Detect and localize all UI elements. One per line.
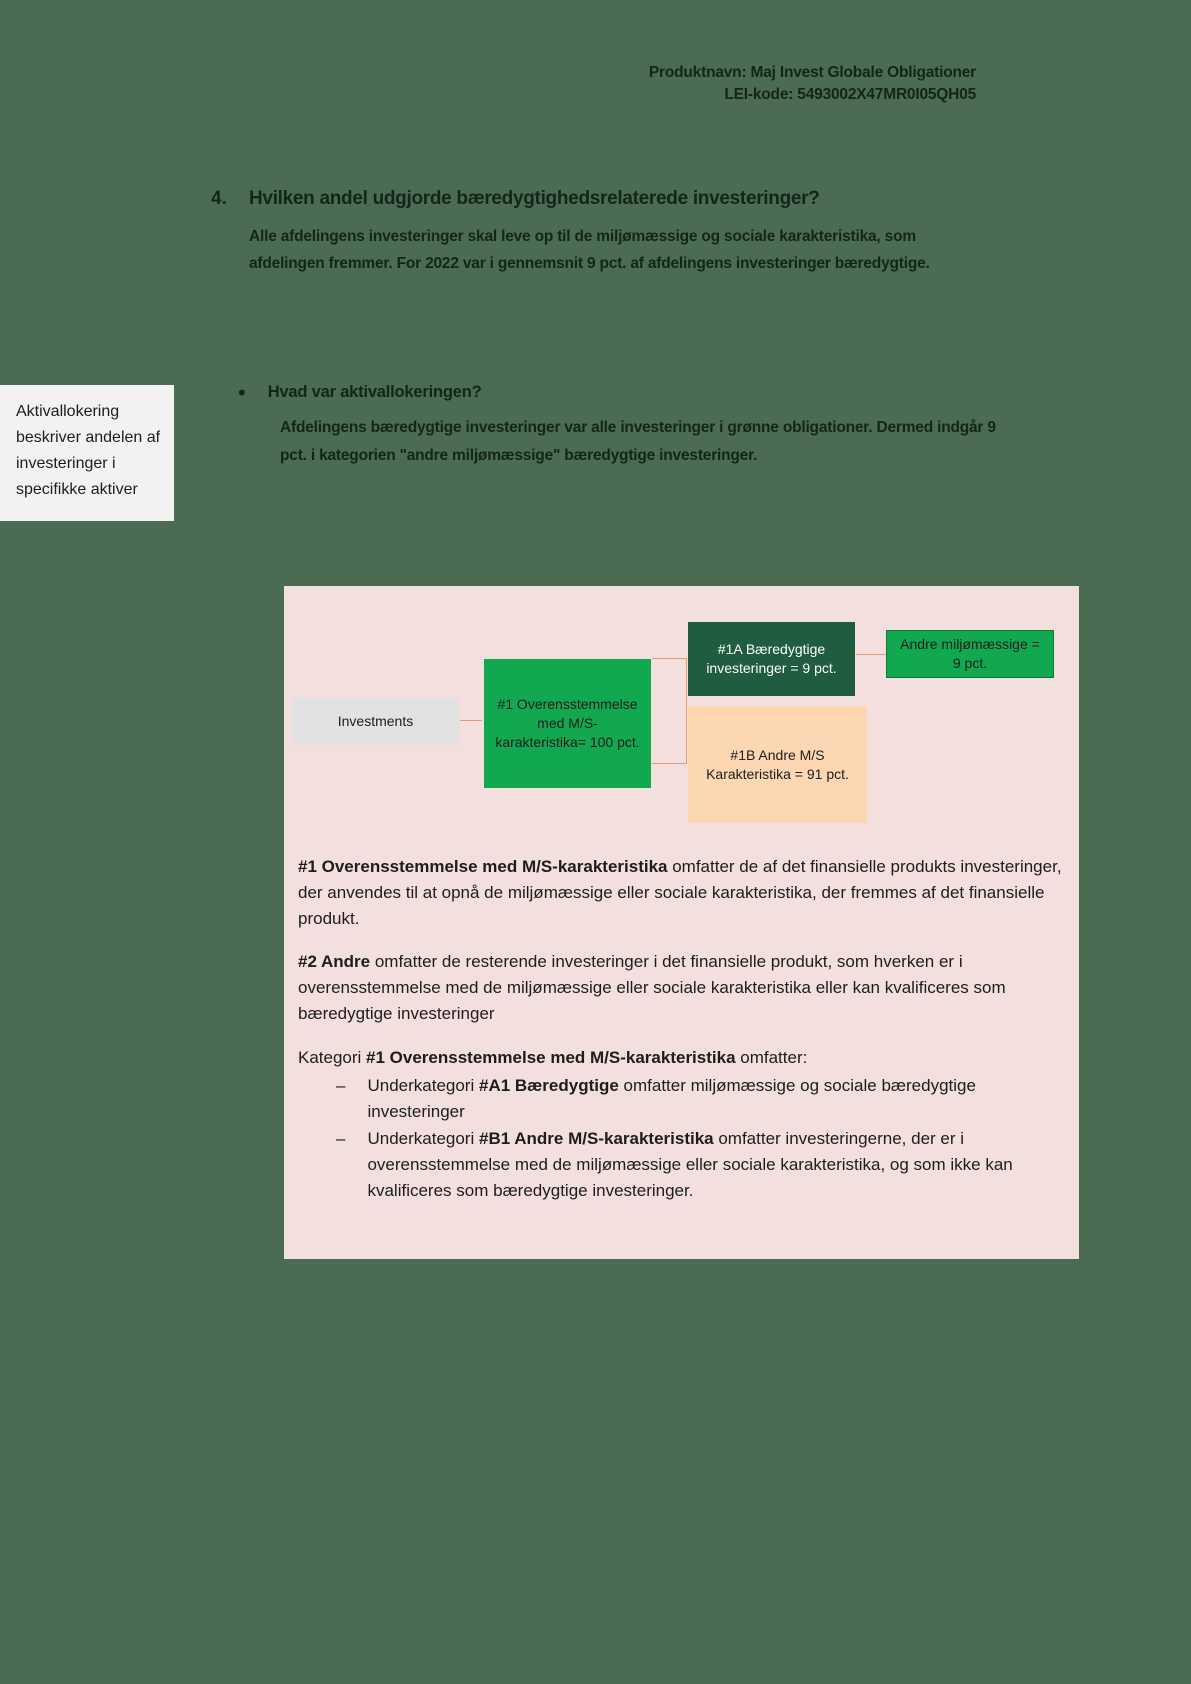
product-name-line: Produktnavn: Maj Invest Globale Obligationer <box>648 64 976 81</box>
explanation-p3-post: omfatter: <box>735 1047 808 1067</box>
lei-code-line: LEI-kode: 5493002X47MR0I05QH05 <box>724 86 976 104</box>
diagram-node-other-ms-label: #1B Andre M/S Karakteristika = 91 pct. <box>706 746 849 782</box>
explanation-paragraph-3 <box>298 1045 1065 1071</box>
explanation-p1-bold: #1 Overensstemmelse med M/S-karakteristika <box>298 857 668 876</box>
list-item-1-pre: Underkategori <box>367 1075 479 1095</box>
diagram-node-compliance <box>484 659 651 788</box>
explanation-paragraph-1 <box>298 854 1065 931</box>
margin-callout <box>0 385 174 521</box>
allocation-diagram <box>284 586 1079 854</box>
diagram-node-other-environmental <box>886 630 1054 678</box>
explanation-paragraph-2 <box>298 949 1065 1026</box>
list-item <box>298 1126 1065 1203</box>
question-heading <box>211 188 1011 210</box>
explanation-p1-rest: omfatter de af det finansielle produkts investeringer, der anvendes til at opnå de miljømæssige eller sociale karakteristika, der fremmes af det finansielle produkt. <box>298 857 1062 928</box>
list-item-2-pre: Underkategori <box>367 1129 479 1149</box>
bullet-dot-icon: • <box>238 380 246 405</box>
connector-investments-compliance <box>460 720 482 721</box>
question-block <box>211 188 1011 277</box>
connector-compliance-otherms <box>652 723 687 764</box>
callout-term: Aktivallokering <box>16 403 120 420</box>
list-item-dash-2: – <box>336 1129 346 1149</box>
diagram-node-investments <box>292 698 459 745</box>
list-item-1-bold: #A1 Bæredygtige <box>478 1075 619 1095</box>
question-body: Alle afdelingens investeringer skal leve op til de miljømæssige og sociale karakteristika, som afdelingen fremmer. For 2022 var i gennemsnit 9 pct. af afdelingens investeringer bæredygtige. <box>249 228 930 272</box>
question-number: 4. <box>211 188 227 209</box>
explanation-p3-pre: Kategori <box>298 1047 367 1067</box>
list-item-text-2 <box>367 1126 1065 1203</box>
list-item-dash-1: – <box>336 1075 346 1095</box>
asset-allocation-panel <box>284 586 1079 1259</box>
bullet-heading <box>238 380 998 405</box>
diagram-node-sustainable-label: #1A Bæredygtige investeringer = 9 pct. <box>706 641 837 676</box>
explanation-p2-rest: omfatter de resterende investeringer i det finansielle produkt, som hverken er i overensstemmelse med de miljømæssige eller sociale karakteristika eller kan kvalificeres som bæredygtige investeringer <box>298 952 1006 1024</box>
bullet-title: Hvad var aktivallokeringen? <box>267 383 482 401</box>
callout-definition: beskriver andelen af investeringer i specifikke aktiver <box>16 428 161 498</box>
diagram-node-sustainable <box>688 622 855 696</box>
list-item <box>298 1073 1065 1125</box>
diagram-node-other-environmental-label: Andre miljømæssige = 9 pct. <box>900 636 1040 671</box>
question-title: Hvilken andel udgjorde bæredygtighedsrelaterede investeringer? <box>249 188 820 209</box>
explanation-p3-bold: #1 Overensstemmelse med M/S-karakteristika <box>366 1047 736 1067</box>
diagram-node-investments-label: Investments <box>337 713 414 730</box>
list-item-2-bold: #B1 Andre M/S-karakteristika <box>478 1129 714 1149</box>
diagram-node-compliance-label: #1 Overensstemmelse med M/S-karakteristika= 100 pct. <box>495 696 640 750</box>
list-item-2-post: omfatter investeringerne, der er i overensstemmelse med de miljømæssige eller sociale karakteristika, og som ikke kan kvalificeres som bæredygtige investeringer. <box>367 1129 1013 1201</box>
document-header <box>649 62 976 107</box>
connector-compliance-sustainable <box>652 658 687 724</box>
bullet-block <box>238 380 998 470</box>
explanation-p2-bold: #2 Andre <box>298 952 371 972</box>
diagram-node-other-ms <box>688 706 867 823</box>
list-item-text-1 <box>367 1073 1065 1125</box>
connector-sustainable-otherenv <box>856 654 886 655</box>
explanation-text <box>298 854 1065 1206</box>
list-item-1-post: omfatter miljømæssige og sociale bæredygtige investeringer <box>367 1075 976 1121</box>
subcategory-list <box>298 1073 1065 1204</box>
bullet-body: Afdelingens bæredygtige investeringer var alle investeringer i grønne obligationer. Dermed indgår 9 pct. i kategorien "andre miljømæssige" bæredygtige investeringer. <box>280 419 996 464</box>
